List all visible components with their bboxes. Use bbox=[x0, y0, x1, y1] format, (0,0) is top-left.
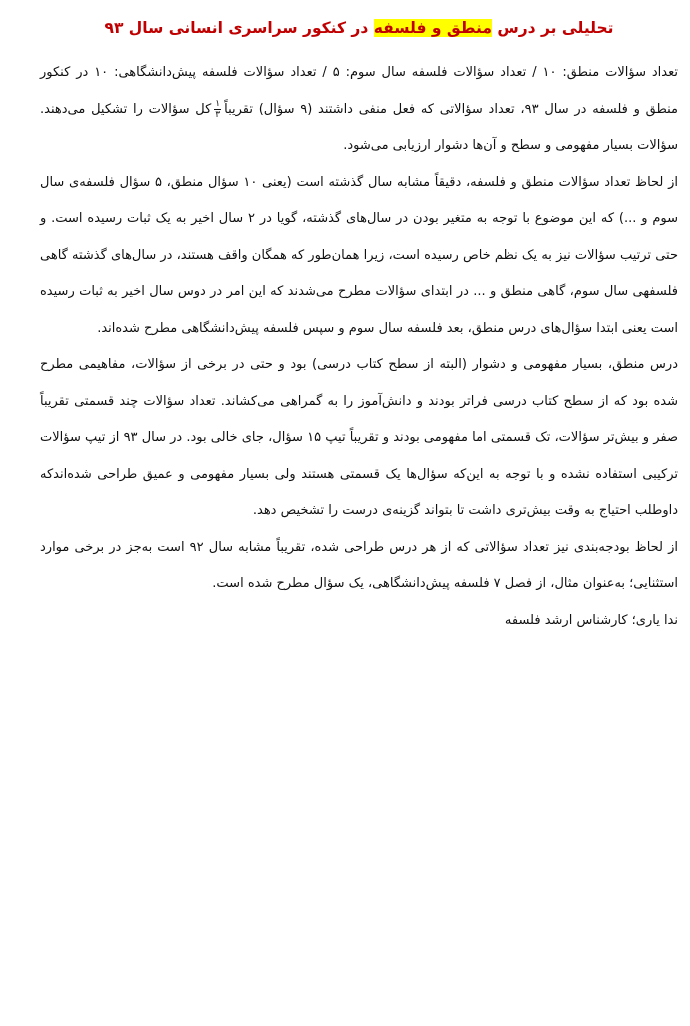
paragraph-question-order: از لحاظ تعداد سؤالات منطق و فلسفه، دقیقاً مشابه سال گذشته است (یعنی ۱۰ سؤال منطق، ۵ سؤال فلسفه‌ی سال سوم و ...) که این موضوع با توجه به متغیر بودن در سال‌های گذشته، گویا در ۲ سال اخیر به یک ثبات رسیده است. و حتی ترتیب سؤالات نیز به یک نظم خاص رسیده است، زیرا همان‌طور که همگان واقف هستند، در سال‌های گذشته گاهی فلسفهی سال سوم، گاهی منطق و ... در ابتدای سؤالات مطرح می‌شدند که این امر در دوس سال اخیر به ثبات رسیده است یعنی ابتدا سؤال‌های درس منطق، بعد فلسفه سال سوم و سپس فلسفه پیش‌دانشگاهی مطرح شده‌اند. bbox=[40, 174, 679, 336]
author-signature: ندا یاری؛ کارشناس ارشد فلسفه bbox=[504, 612, 678, 628]
page-title bbox=[40, 14, 678, 42]
title-highlight: منطق و فلسفه bbox=[373, 19, 492, 37]
fraction-one-third bbox=[214, 99, 221, 120]
title-after: در کنکور سراسری انسانی سال ۹۳ bbox=[104, 19, 374, 37]
title-before: تحلیلی بر درس bbox=[491, 19, 614, 37]
fraction-denominator: ۳ bbox=[215, 109, 221, 120]
paragraph-budgeting: از لحاظ بودجه‌بندی نیز تعداد سؤالاتی که از هر درس طراحی شده، تقریباً مشابه سال ۹۲ است به‌جز در برخی موارد استثنایی؛ به‌عنوان مثال، از فصل ۷ فلسفه پیش‌دانشگاهی، یک سؤال مطرح شده است. bbox=[40, 539, 678, 591]
fraction-numerator: ۱ bbox=[215, 98, 221, 109]
paragraph-question-counts bbox=[40, 55, 678, 165]
paragraph-logic-difficulty: درس منطق، بسیار مفهومی و دشوار (البته از سطح کتاب درسی) بود و حتی در برخی از سؤالات، مفاهیمی مطرح شده بود که از سطح کتاب درسی فراتر بودند و دانش‌آموز را به گمراهی می‌کشاند. تعداد سؤالات چند قسمتی تقریباً صفر و بیش‌تر سؤالات، تک قسمتی اما مفهومی بودند و تقریباً تیپ ۱۵ سؤال، جای خالی بود. در سال ۹۳ از تیپ سؤالات ترکیبی استفاده نشده و با توجه به این‌که سؤال‌ها یک قسمتی هستند ولی بسیار مفهومی و عمیق طراحی شده‌اندکه داوطلب احتیاج به وقت بیش‌تری داشت تا بتواند گزینه‌ی درست را تشخیص دهد. bbox=[40, 357, 679, 518]
paragraph-1-text-after: کل سؤالات را تشکیل می‌دهند. سؤالات بسیار مفهومی و سطح و آن‌ها دشوار ارزیابی می‌شود. bbox=[40, 101, 678, 153]
paragraph-1-text-before: تعداد سؤالات منطق: ۱۰ / تعداد سؤالات فلسفه سال سوم: ۵ / تعداد سؤالات فلسفه پیش‌دانشگاهی: ۱۰ در کنکور منطق و فلسفه در سال ۹۳، تعداد سؤالاتی که فعل منفی داشتند (۹ سؤال) تقریباً bbox=[40, 65, 679, 117]
